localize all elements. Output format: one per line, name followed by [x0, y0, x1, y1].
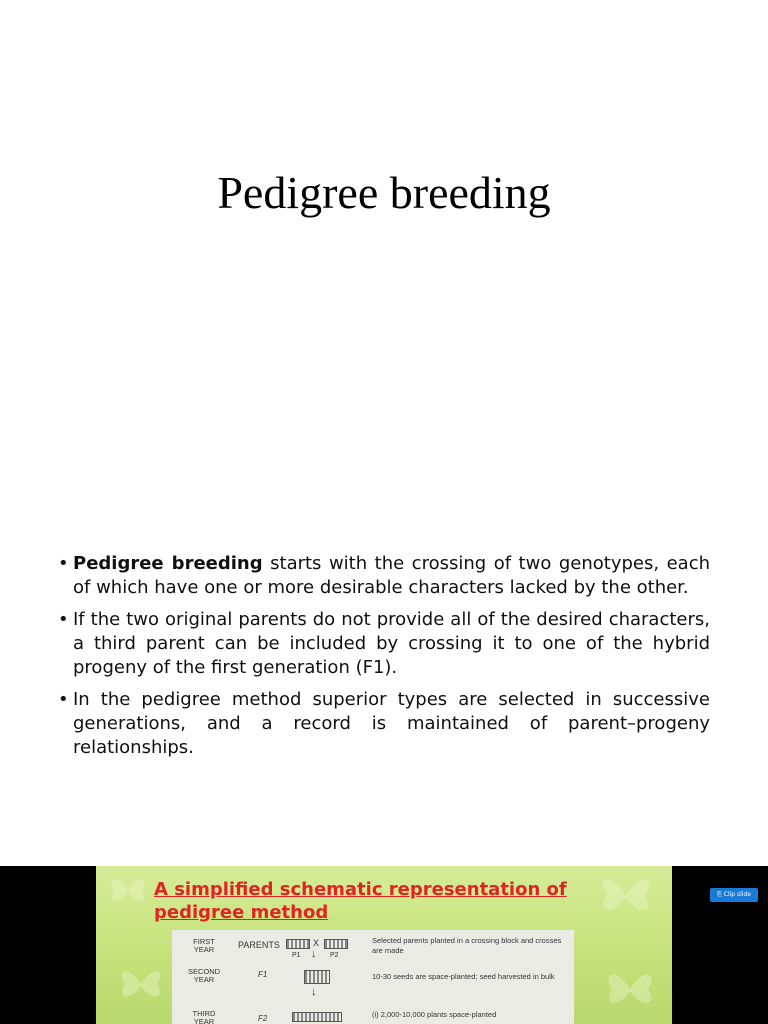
p2-label: P2 — [330, 952, 339, 959]
parents-label: PARENTS — [238, 940, 280, 950]
butterfly-icon — [106, 872, 150, 908]
slide-title: Pedigree breeding — [217, 167, 551, 218]
year-label: SECOND YEAR — [187, 967, 221, 984]
p1-label: P1 — [292, 952, 301, 959]
bullet-dot: • — [58, 553, 69, 574]
year-label: THIRD YEAR — [192, 1009, 216, 1024]
bullet-item-1 — [58, 552, 710, 600]
bullet-list — [58, 552, 710, 768]
arrow-down-icon: ↓ — [311, 986, 317, 998]
bullet-bold-term: Pedigree breeding — [73, 553, 263, 574]
year-label: FIRST YEAR — [193, 937, 215, 954]
row-description: 10-30 seeds are space-planted; seed harvested in bulk — [372, 972, 555, 981]
butterfly-icon — [602, 966, 658, 1012]
bullet-dot: • — [58, 609, 69, 630]
clip-slide-button[interactable] — [710, 888, 758, 902]
bullet-text: If the two original parents do not provide all of the desired characters, a third parent can be included by crossing it to one of the hybrid progeny of the first generation (F1). — [73, 609, 710, 678]
generation-label: F1 — [258, 970, 268, 979]
bullet-item-3 — [58, 688, 710, 760]
slide-2-preview[interactable] — [96, 866, 672, 1024]
generation-label: F2 — [258, 1014, 268, 1023]
bullet-dot: • — [58, 689, 69, 710]
parent-box-p1 — [286, 939, 310, 949]
clip-slide-label: Clip slide — [723, 891, 751, 898]
generation-box — [292, 1012, 342, 1022]
parent-box-p2 — [324, 939, 348, 949]
clip-icon: ⎘ — [717, 891, 722, 898]
slide-2-heading: A simplified schematic representation of pedigree method — [154, 879, 567, 923]
bullet-text: starts with the crossing of two genotypes, each of which have one or more desirable characters lacked by the other. — [73, 553, 710, 598]
row-description: (i) 2,000-10,000 plants space-planted — [372, 1010, 497, 1019]
schematic-scan — [172, 930, 574, 1024]
generation-box — [304, 970, 330, 984]
arrow-down-icon: ↓ — [311, 948, 317, 960]
bullet-text: In the pedigree method superior types are selected in successive generations, and a record is maintained of parent–progeny relationships. — [73, 689, 710, 758]
butterfly-icon — [116, 962, 166, 1006]
cross-symbol: X — [313, 938, 320, 948]
row-description: Selected parents planted in a crossing block and crosses are made — [372, 936, 562, 955]
bullet-item-2 — [58, 608, 710, 680]
